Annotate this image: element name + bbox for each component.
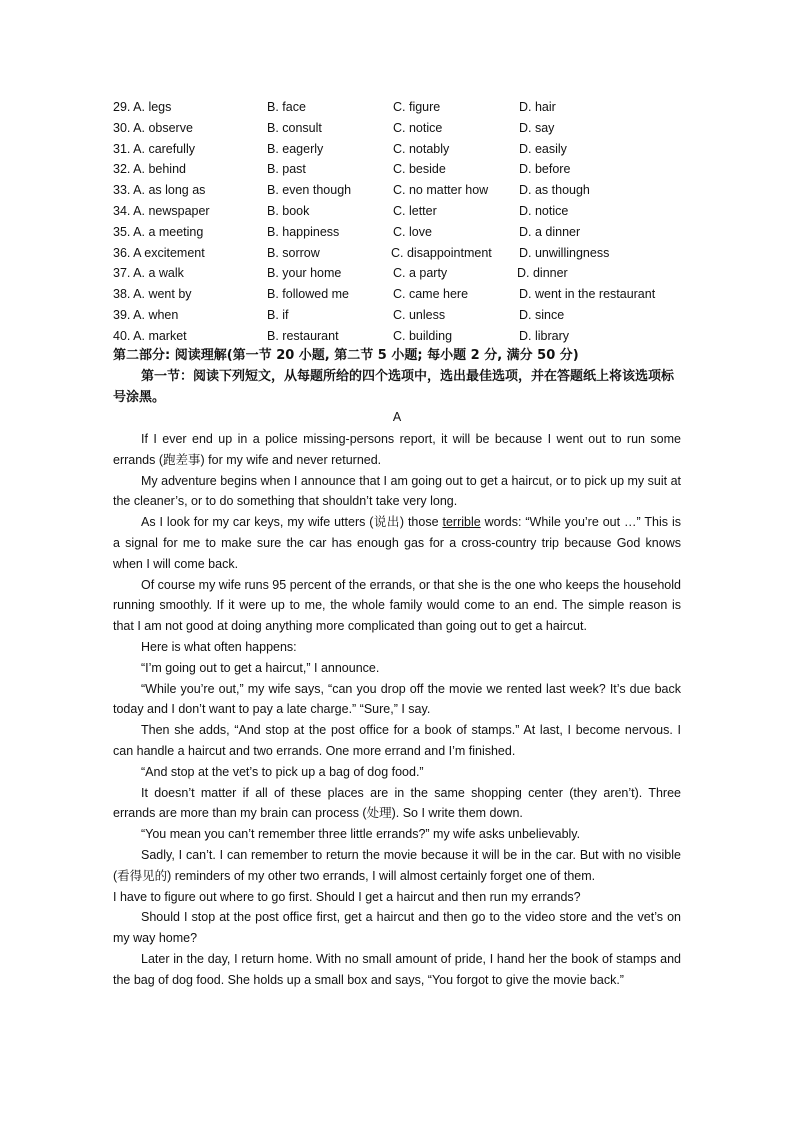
- paragraph: Of course my wife runs 95 percent of the errands, or that she is the one who keeps the household running smoothly. If it were up to me, the whole family would come to an end. The simple reason is that I am not good at doing anything more complicated than going out to get a haircut.: [113, 577, 681, 634]
- option-row: [113, 180, 693, 201]
- option-b: B. face: [267, 100, 306, 114]
- option-c: C. a party: [393, 266, 448, 281]
- option-row: [113, 305, 693, 326]
- part-heading: 第二部分: 阅读理解(第一节 20 小题, 第二节 5 小题; 每小题 2 分, 满分 50 分): [113, 348, 579, 363]
- option-a: 31. A. carefully: [113, 141, 195, 156]
- option-a: 40. A. market: [113, 328, 187, 343]
- paragraph: I have to figure out where to go first. Should I get a haircut and then run my errands?: [113, 889, 581, 904]
- paragraph: “You mean you can’t remember three little errands?” my wife asks unbelievably.: [141, 827, 581, 842]
- paragraph: [113, 512, 681, 574]
- option-c: C. love: [393, 224, 432, 239]
- option-b: B. book: [267, 203, 310, 218]
- option-b: B. sorrow: [267, 245, 320, 260]
- option-c: C. unless: [393, 307, 446, 322]
- paragraph: It doesn’t matter if all of these places are in the same shopping center (they aren’t). Three errands are more than my brain can process (处理). So I write them down.: [113, 785, 681, 821]
- option-b: B. if: [267, 307, 289, 322]
- paragraph: “And stop at the vet’s to pick up a bag of dog food.”: [141, 764, 424, 779]
- reading-passage: [113, 429, 681, 991]
- option-d: D. library: [519, 328, 570, 343]
- option-a: 36. A excitement: [113, 245, 205, 260]
- option-c: C. no matter how: [393, 183, 489, 198]
- option-row: [113, 222, 693, 243]
- option-c: C. figure: [393, 100, 441, 114]
- option-d: D. easily: [519, 141, 567, 156]
- option-b: B. followed me: [267, 287, 349, 302]
- option-a: 32. A. behind: [113, 162, 186, 177]
- underlined-word: terrible: [442, 515, 481, 530]
- paragraph: If I ever end up in a police missing-persons report, it will be because I went out to run some errands (跑差事) for my wife and never returned.: [113, 432, 681, 467]
- option-d: D. as though: [519, 183, 590, 198]
- option-row: [113, 139, 693, 160]
- option-d: D. dinner: [517, 266, 568, 281]
- paragraph: Sadly, I can’t. I can remember to return the movie because it will be in the car. But with no visible (看得见的) reminders of my other two errands, I will almost certainly forget one of them.: [113, 847, 681, 883]
- option-d: D. notice: [519, 203, 569, 218]
- option-d: D. say: [519, 120, 555, 135]
- option-row: [113, 201, 693, 222]
- option-d: D. went in the restaurant: [519, 287, 656, 302]
- option-a: 34. A. newspaper: [113, 203, 210, 218]
- option-b: B. happiness: [267, 224, 340, 239]
- paragraph: Later in the day, I return home. With no small amount of pride, I hand her the book of stamps and the bag of dog food. She holds up a small box and says, “You forgot to give the movie back.”: [113, 951, 681, 987]
- paragraph: “I’m going out to get a haircut,” I announce.: [141, 660, 380, 675]
- option-d: D. hair: [519, 100, 556, 114]
- option-d: D. a dinner: [519, 224, 581, 239]
- passage-label: A: [392, 410, 402, 424]
- option-a: 37. A. a walk: [113, 266, 184, 281]
- paragraph: “While you’re out,” my wife says, “can you drop off the movie we rented last week? It’s due back today and I don’t want to pay a late charge.” “Sure,” I say.: [113, 681, 681, 717]
- answer-options: [113, 97, 693, 347]
- section-instruction: 第一节：阅读下列短文，从每题所给的四个选项中，选出最佳选项，并在答题纸上将该选项标号涂黑。: [113, 369, 675, 405]
- option-d: D. before: [519, 162, 571, 177]
- option-b: B. eagerly: [267, 141, 324, 156]
- option-d: D. unwillingness: [519, 245, 610, 260]
- option-c: C. notably: [393, 141, 450, 156]
- option-a: 35. A. a meeting: [113, 224, 204, 239]
- paragraph-text: As I look for my car keys, my wife utters (说出) those: [141, 515, 443, 530]
- option-b: B. past: [267, 162, 306, 177]
- option-c: C. letter: [393, 203, 437, 218]
- option-row: [113, 284, 693, 305]
- option-d: D. since: [519, 307, 565, 322]
- paragraph: My adventure begins when I announce that I am going out to get a haircut, or to pick up my suit at the cleaner’s, or to do something that shouldn’t take very long.: [113, 473, 681, 509]
- option-b: B. even though: [267, 183, 352, 198]
- option-b: B. consult: [267, 120, 322, 135]
- option-b: B. your home: [267, 266, 342, 281]
- option-a: 29. A. legs: [113, 100, 172, 114]
- option-row: [113, 326, 693, 347]
- paragraph: Here is what often happens:: [141, 639, 297, 654]
- option-b: B. restaurant: [267, 328, 339, 343]
- option-row: [113, 243, 693, 264]
- option-row: [113, 118, 693, 139]
- paragraph: Then she adds, “And stop at the post office for a book of stamps.” At last, I become nervous. I can handle a haircut and two errands. One more errand and I’m finished.: [113, 723, 681, 758]
- option-c: C. beside: [393, 162, 446, 177]
- option-a: 33. A. as long as: [113, 183, 206, 198]
- paragraph: Should I stop at the post office first, get a haircut and then go to the video store and the vet’s on my way home?: [113, 910, 681, 946]
- option-a: 39. A. when: [113, 307, 179, 322]
- option-row: [113, 97, 693, 118]
- paragraph-text: words: “While you’re out …” This is a signal for me to make sure the car has enough gas for a cross-country trip because God knows when I will come back.: [113, 515, 682, 571]
- option-row: [113, 263, 693, 284]
- option-c: C. came here: [393, 287, 469, 302]
- option-c: C. disappointment: [391, 245, 492, 260]
- option-a: 38. A. went by: [113, 287, 192, 302]
- option-c: C. notice: [393, 120, 443, 135]
- option-c: C. building: [393, 328, 453, 343]
- option-a: 30. A. observe: [113, 120, 193, 135]
- option-row: [113, 159, 693, 180]
